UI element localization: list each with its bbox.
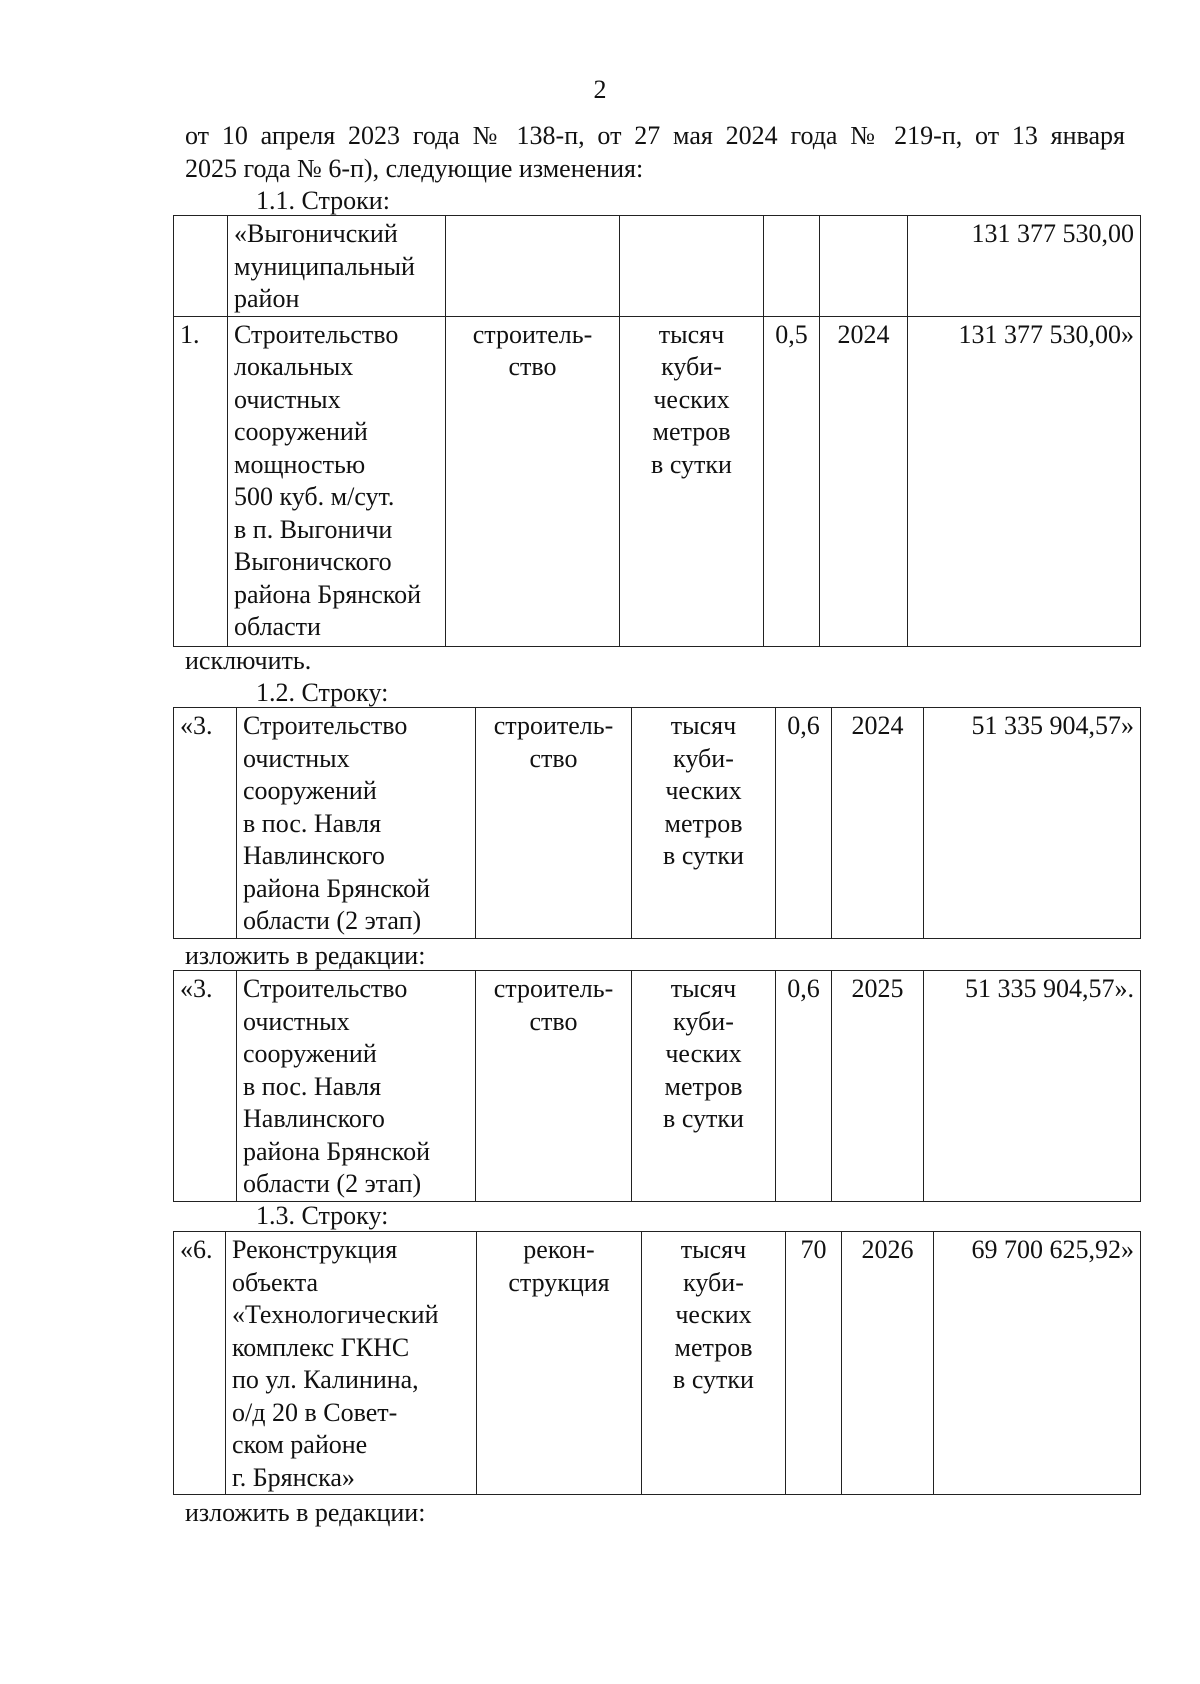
cell-unit: тысяч куби- ческих метров в сутки	[642, 1232, 786, 1495]
cell-capacity: 70	[786, 1232, 842, 1495]
cell-year	[820, 216, 908, 317]
cell-num	[174, 216, 228, 317]
cell-work-type: рекон- струкция	[477, 1232, 642, 1495]
cell-cost: 131 377 530,00	[908, 216, 1141, 317]
table-row-3	[174, 708, 1141, 939]
cell-year: 2024	[832, 708, 924, 939]
intro-line-1: от 10 апреля 2023 года № 138-п, от 27 мая 2024 года № 219-п, от 13 января	[185, 121, 1125, 150]
cell-capacity: 0,6	[776, 708, 832, 939]
intro-paragraph	[185, 120, 1125, 185]
table-1-2-new	[173, 970, 1141, 1202]
cell-num: «6.	[174, 1232, 226, 1495]
cell-work-type: строитель- ство	[476, 708, 632, 939]
cell-unit	[620, 216, 764, 317]
cell-year: 2024	[820, 316, 908, 646]
cell-work-type: строитель- ство	[476, 971, 632, 1202]
cell-capacity	[764, 216, 820, 317]
cell-unit: тысяч куби- ческих метров в сутки	[632, 708, 776, 939]
cell-year: 2026	[842, 1232, 934, 1495]
cell-num: 1.	[174, 316, 228, 646]
cell-year: 2025	[832, 971, 924, 1202]
table-row-district	[174, 216, 1141, 317]
cell-work-type: строитель- ство	[446, 316, 620, 646]
section-1-3-note: изложить в редакции:	[185, 1498, 426, 1527]
cell-name: Строительство локальных очистных сооружений мощностью 500 куб. м/сут. в п. Выгоничи Выгоничского района Брянской области	[228, 316, 446, 646]
table-row-6	[174, 1232, 1141, 1495]
intro-line-2: 2025 года № 6-п), следующие изменения:	[185, 153, 644, 183]
cell-cost: 69 700 625,92»	[934, 1232, 1141, 1495]
section-1-1-heading: 1.1. Строки:	[256, 186, 390, 215]
cell-num: «3.	[174, 971, 237, 1202]
table-1-3	[173, 1231, 1141, 1495]
cell-cost: 131 377 530,00»	[908, 316, 1141, 646]
cell-name: «Выгоничский муниципальный район	[228, 216, 446, 317]
cell-num: «3.	[174, 708, 237, 939]
cell-capacity: 0,5	[764, 316, 820, 646]
section-1-1-note: исключить.	[185, 646, 312, 675]
section-1-2-heading: 1.2. Строку:	[256, 678, 389, 707]
table-row-3	[174, 971, 1141, 1202]
cell-unit: тысяч куби- ческих метров в сутки	[632, 971, 776, 1202]
cell-name: Строительство очистных сооружений в пос. Навля Навлинского района Брянской области (2 этап)	[237, 971, 476, 1202]
cell-name: Реконструкция объекта «Технологический комплекс ГКНС по ул. Калинина, о/д 20 в Совет- ском районе г. Брянска»	[226, 1232, 477, 1495]
table-row-1	[174, 316, 1141, 646]
table-1-2-old	[173, 707, 1141, 939]
cell-work-type	[446, 216, 620, 317]
table-1-1	[173, 215, 1141, 647]
cell-cost: 51 335 904,57».	[924, 971, 1141, 1202]
cell-cost: 51 335 904,57»	[924, 708, 1141, 939]
section-1-3-heading: 1.3. Строку:	[256, 1201, 389, 1230]
cell-capacity: 0,6	[776, 971, 832, 1202]
cell-unit: тысяч куби- ческих метров в сутки	[620, 316, 764, 646]
cell-name: Строительство очистных сооружений в пос. Навля Навлинского района Брянской области (2 этап)	[237, 708, 476, 939]
section-1-2-note: изложить в редакции:	[185, 941, 426, 970]
page-number: 2	[593, 75, 607, 104]
